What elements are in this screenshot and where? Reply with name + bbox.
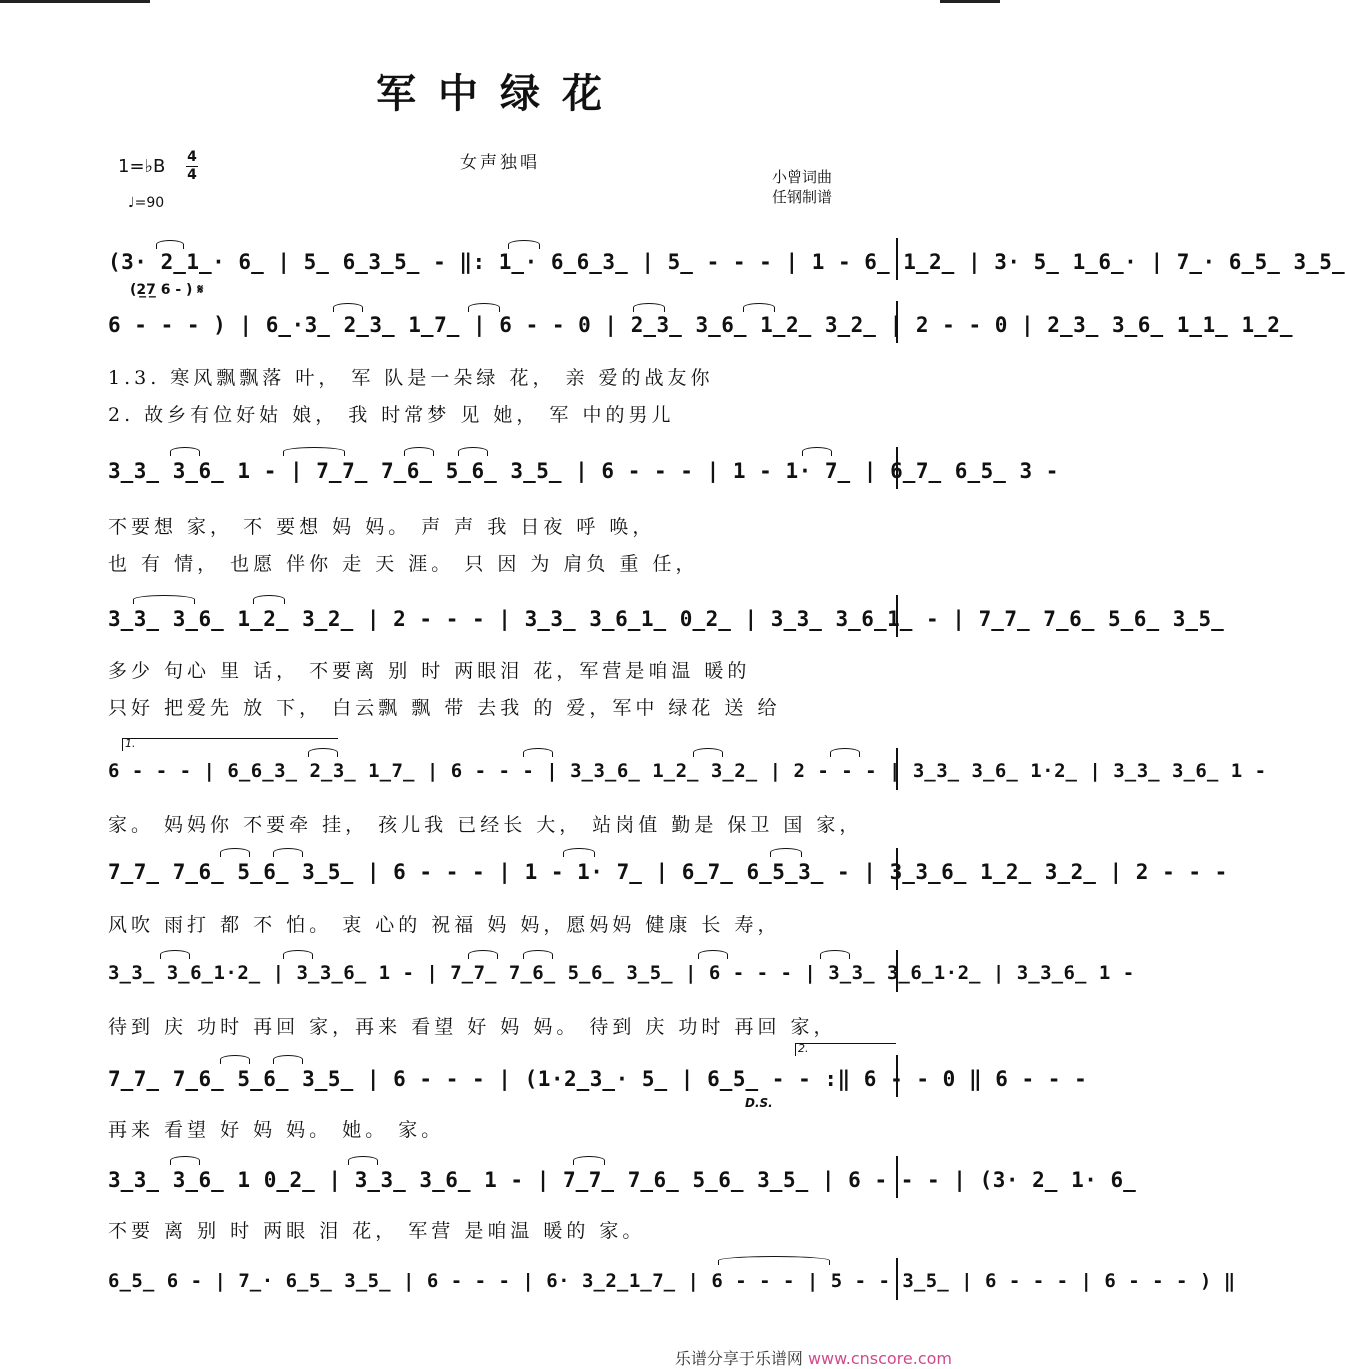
subtitle: 女声独唱	[460, 153, 540, 173]
footer-text: 乐谱分享于乐谱网	[674, 1349, 803, 1368]
notation-line: 3̲3̲ 3̲6̲ 1 0̲2̲ | 3̲3̲ 3̲6̲ 1 - | 7̲7̲ 7̲6̲ 5̲6̲ 3̲5̲ | 6 - - - | (3· 2̲ 1· 6̲	[108, 1168, 1137, 1192]
credit-lyrics-music: 小曾词曲	[772, 168, 833, 186]
score-row-1	[108, 250, 1345, 284]
lyric-line-4: 也 有 情， 也愿 伴你 走 天 涯。 只 因 为 肩负 重 任，	[108, 553, 699, 575]
footer-url[interactable]: www.cnscore.com	[807, 1349, 952, 1368]
segno-sign: 𝄋	[197, 282, 204, 298]
notation-line: 7̲7̲ 7̲6̲ 5̲6̲ 3̲5̲ | 6 - - - | 1 - 1· 7̲ | 6̲7̲ 6̲5̲3̲ - | 3̲3̲6̲ 1̲2̲ 3̲2̲ | 2 - - -	[108, 860, 1228, 884]
score-row-4	[108, 607, 1225, 641]
key-signature: 1=♭B	[118, 156, 166, 177]
score-row-10	[108, 1270, 1236, 1304]
notation-line: 7̲7̲ 7̲6̲ 5̲6̲ 3̲5̲ | 6 - - - | (1·2̲3̲· 5̲ | 6̲5̲ - - :‖ 6 - - 0 ‖ 6 - - -	[108, 1067, 1088, 1091]
lyric-line-3: 不要想 家， 不 要想 妈 妈。 声 声 我 日夜 呼 唤，	[108, 516, 656, 538]
volta-1-bracket	[122, 738, 338, 751]
notation-line: 3̲3̲ 3̲6̲ 1 - | 7̲7̲ 7̲6̲ 5̲6̲ 3̲5̲ | 6 - - - | 1 - 1· 7̲ | 6̲7̲ 6̲5̲ 3 -	[108, 459, 1059, 483]
notation-line: 6 - - - | 6̲6̲3̲ 2̲3̲ 1̲7̲ | 6 - - - | 3̲3̲6̲ 1̲2̲ 3̲2̲ | 2 - - - | 3̲3̲ 3̲6̲ 1·2̲ | 3̲3̲ 3̲6̲ 1 -	[108, 760, 1267, 782]
footer-watermark	[675, 1346, 952, 1369]
lyric-line-8: 风吹 雨打 都 不 怕。 衷 心的 祝福 妈 妈，愿妈妈 健康 长 寿，	[108, 914, 781, 936]
lyric-line-6: 只好 把爱先 放 下， 白云飘 飘 带 去我 的 爱，军中 绿花 送 给	[108, 697, 781, 719]
lyric-line-1: 1.3. 寒风飘飘落 叶， 军 队是一朵绿 花， 亲 爱的战友你	[108, 367, 714, 389]
top-edge	[0, 0, 1000, 4]
score-row-6	[108, 860, 1228, 894]
notation-line: 6 - - - ) | 6̲·3̲ 2̲3̲ 1̲7̲ | 6 - - 0 | 2̲3̲ 3̲6̲ 1̲2̲ 3̲2̲ | 2 - - 0 | 2̲3̲ 3̲6̲ 1̲1̲ 1̲2̲	[108, 313, 1294, 337]
score-row-2	[108, 313, 1294, 347]
credit-score: 任钢制谱	[772, 188, 833, 206]
intro-sub-notes: (2̲7̲ 6 - ) 𝄋	[130, 282, 204, 298]
volta-1-label: 1.	[125, 737, 136, 750]
dal-segno-mark: D.S.	[745, 1096, 773, 1110]
page-title: 军中绿花	[376, 70, 624, 117]
time-signature-bottom: 4	[187, 167, 197, 183]
time-signature-top: 4	[187, 149, 197, 165]
lyric-line-9: 待到 庆 功时 再回 家，再来 看望 好 妈 妈。 待到 庆 功时 再回 家，	[108, 1016, 837, 1038]
lyric-line-10: 再来 看望 好 妈 妈。 她。 家。	[108, 1119, 445, 1141]
lyric-line-7: 家。 妈妈你 不要牵 挂， 孩儿我 已经长 大， 站岗值 勤是 保卫 国 家，	[108, 814, 863, 836]
score-row-8	[108, 1067, 1088, 1101]
score-row-7	[108, 962, 1135, 996]
notation-line: 6̲5̲ 6 - | 7̲· 6̲5̲ 3̲5̲ | 6 - - - | 6· 3̲2̲1̲7̲ | 6 - - - | 5 - - 3̲5̲ | 6 - - - | 6 - - - ) ‖	[108, 1270, 1236, 1292]
notation-line: 3̲3̲ 3̲6̲1·2̲ | 3̲3̲6̲ 1 - | 7̲7̲ 7̲6̲ 5̲6̲ 3̲5̲ | 6 - - - | 3̲3̲ 3̲6̲1·2̲ | 3̲3̲6̲ 1 -	[108, 962, 1135, 984]
score-row-9	[108, 1168, 1137, 1202]
score-row-5	[108, 760, 1267, 794]
volta-2-label: 2.	[798, 1042, 809, 1055]
time-signature	[186, 150, 198, 183]
score-row-3	[108, 459, 1059, 493]
volta-2-bracket	[795, 1043, 896, 1056]
notation-line: (3· 2̲1̲· 6̲ | 5̲ 6̲3̲5̲ - ‖: 1̲· 6̲6̲3̲ | 5̲ - - - | 1 - 6̲ 1̲2̲ | 3· 5̲ 1̲6̲· | 7̲· 6̲5̲ 3̲5̲	[108, 250, 1345, 274]
lyric-line-5: 多少 句心 里 话， 不要离 别 时 两眼泪 花，军营是咱温 暖的	[108, 660, 751, 682]
lyric-line-2: 2. 故乡有位好姑 娘， 我 时常梦 见 她， 军 中的男儿	[108, 404, 675, 426]
tempo-marking: ♩=90	[128, 195, 165, 211]
notation-line: 3̲3̲ 3̲6̲ 1̲2̲ 3̲2̲ | 2 - - - | 3̲3̲ 3̲6̲1̲ 0̲2̲ | 3̲3̲ 3̲6̲1̲ - | 7̲7̲ 7̲6̲ 5̲6̲ 3̲5̲	[108, 607, 1225, 631]
lyric-line-11: 不要 离 别 时 两眼 泪 花， 军营 是咱温 暖的 家。	[108, 1220, 646, 1242]
